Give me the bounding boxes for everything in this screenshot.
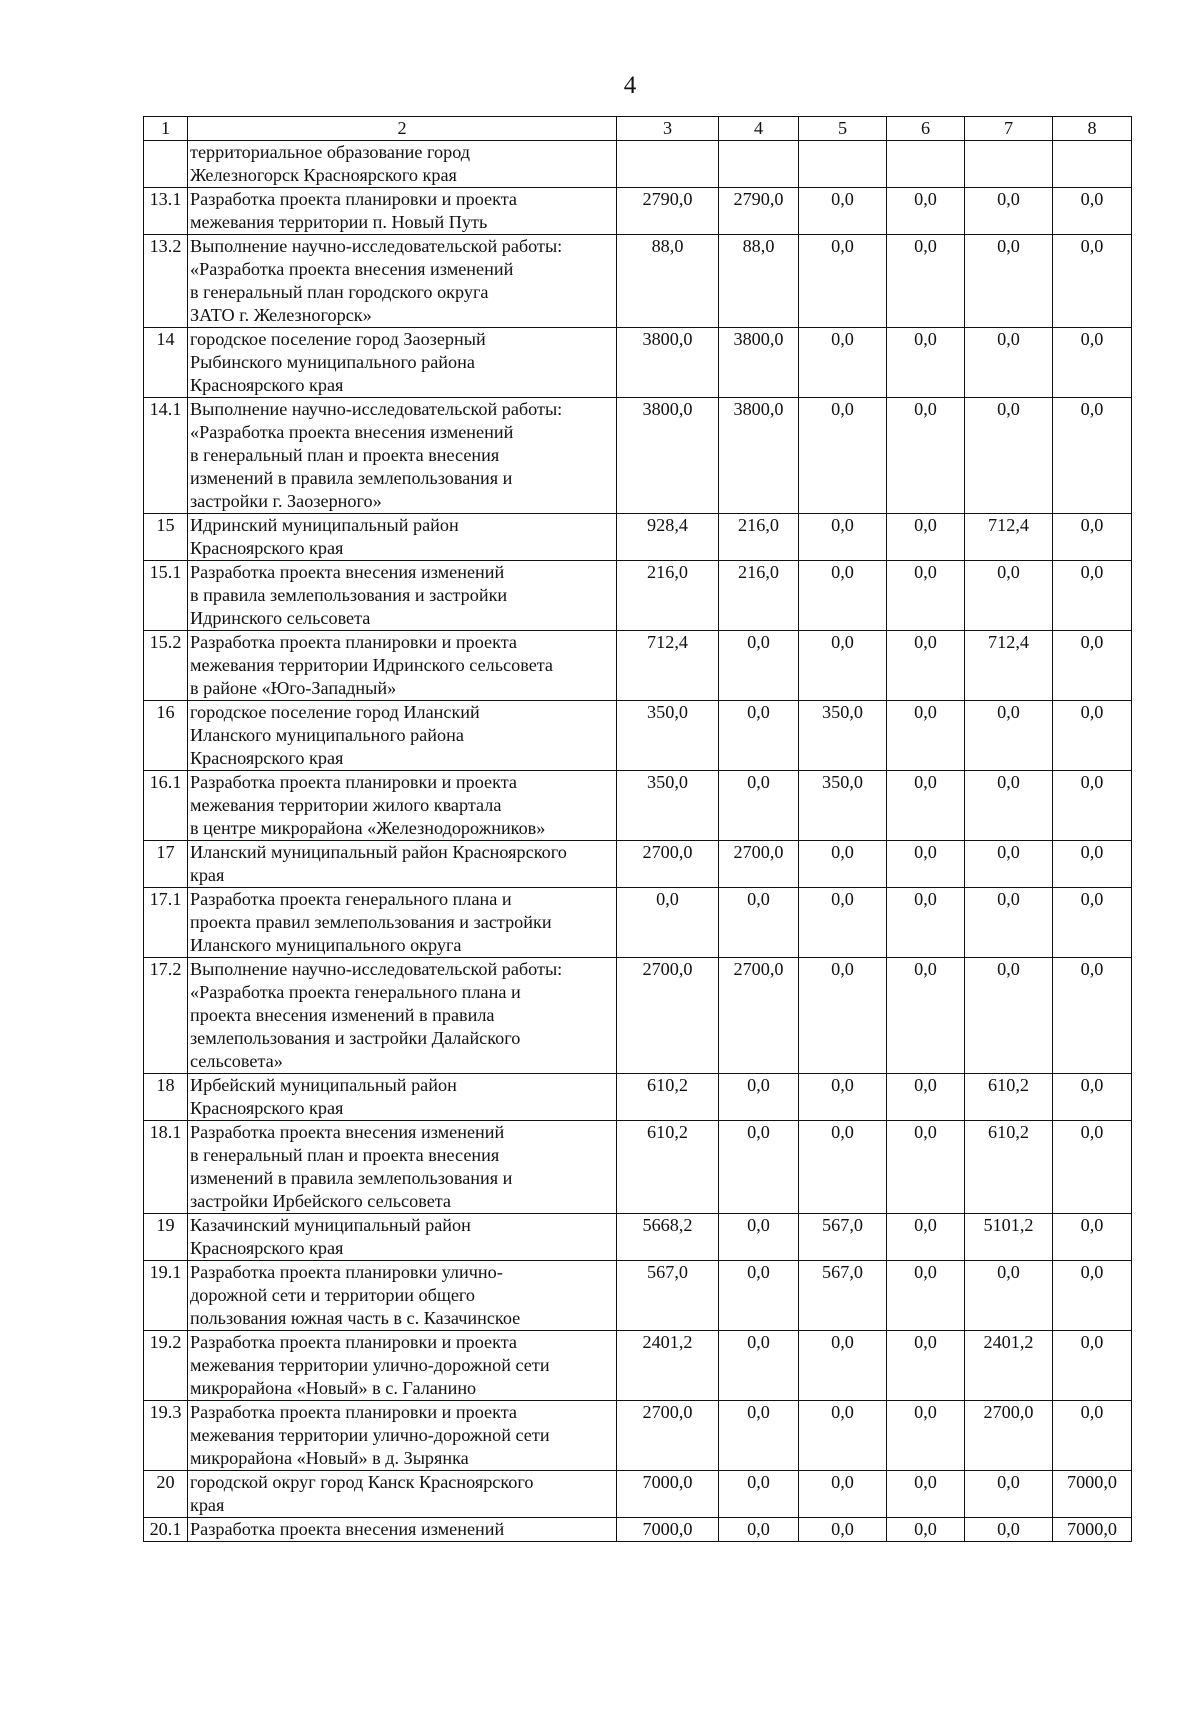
value-cell-col-5: 0,0: [799, 1331, 887, 1401]
value-cell-col-5: [799, 141, 887, 188]
value-cell-col-3: 0,0: [617, 888, 719, 958]
page-number: 4: [623, 72, 637, 99]
value-cell-col-7: 0,0: [965, 1471, 1053, 1518]
value-cell-col-5: 0,0: [799, 328, 887, 398]
value-cell-col-5: 0,0: [799, 1471, 887, 1518]
row-number: 17.2: [144, 958, 188, 1074]
table-row: [144, 188, 1132, 235]
value-cell-col-4: 0,0: [719, 1214, 799, 1261]
row-number: 13.2: [144, 235, 188, 328]
value-cell-col-4: 3800,0: [719, 398, 799, 514]
column-header-4: 4: [719, 117, 799, 141]
value-cell-col-6: 0,0: [887, 1471, 965, 1518]
row-name: Разработка проекта планировки и проекта межевания территории п. Новый Путь: [188, 188, 617, 235]
column-header-2: 2: [188, 117, 617, 141]
value-cell-col-7: 2401,2: [965, 1331, 1053, 1401]
row-name: Разработка проекта внесения изменений: [188, 1518, 617, 1542]
value-cell-col-3: 928,4: [617, 514, 719, 561]
value-cell-col-4: 0,0: [719, 1121, 799, 1214]
value-cell-col-7: 0,0: [965, 1518, 1053, 1542]
value-cell-col-5: 567,0: [799, 1261, 887, 1331]
value-cell-col-8: 0,0: [1053, 328, 1132, 398]
table-row: [144, 1401, 1132, 1471]
value-cell-col-7: 0,0: [965, 701, 1053, 771]
value-cell-col-7: 0,0: [965, 188, 1053, 235]
value-cell-col-6: 0,0: [887, 1214, 965, 1261]
value-cell-col-8: 0,0: [1053, 1074, 1132, 1121]
value-cell-col-3: 567,0: [617, 1261, 719, 1331]
table-body: [144, 141, 1132, 1542]
table-row: [144, 328, 1132, 398]
value-cell-col-7: 0,0: [965, 771, 1053, 841]
row-name: Разработка проекта планировки улично- дорожной сети и территории общего пользования южная часть в с. Казачинское: [188, 1261, 617, 1331]
value-cell-col-5: 0,0: [799, 958, 887, 1074]
table-row: [144, 141, 1132, 188]
value-cell-col-3: 2700,0: [617, 958, 719, 1074]
value-cell-col-6: 0,0: [887, 328, 965, 398]
table-row: [144, 514, 1132, 561]
table-row: [144, 841, 1132, 888]
value-cell-col-3: 216,0: [617, 561, 719, 631]
value-cell-col-3: 88,0: [617, 235, 719, 328]
value-cell-col-7: 610,2: [965, 1121, 1053, 1214]
value-cell-col-3: 7000,0: [617, 1471, 719, 1518]
value-cell-col-7: 712,4: [965, 514, 1053, 561]
value-cell-col-3: 350,0: [617, 701, 719, 771]
row-name: Разработка проекта внесения изменений в правила землепользования и застройки Идринского сельсовета: [188, 561, 617, 631]
row-number: 14: [144, 328, 188, 398]
value-cell-col-7: 0,0: [965, 235, 1053, 328]
table-row: [144, 1261, 1132, 1331]
value-cell-col-4: 3800,0: [719, 328, 799, 398]
value-cell-col-8: 0,0: [1053, 514, 1132, 561]
row-number: 19.1: [144, 1261, 188, 1331]
value-cell-col-8: 0,0: [1053, 398, 1132, 514]
value-cell-col-4: 2700,0: [719, 841, 799, 888]
value-cell-col-6: 0,0: [887, 631, 965, 701]
value-cell-col-8: 0,0: [1053, 1401, 1132, 1471]
value-cell-col-6: 0,0: [887, 1261, 965, 1331]
row-name: Выполнение научно-исследовательской работы: «Разработка проекта внесения изменений в генеральный план и проекта внесения изменений в правила землепользования и застройки г. Заозерного»: [188, 398, 617, 514]
value-cell-col-4: 0,0: [719, 771, 799, 841]
value-cell-col-6: 0,0: [887, 398, 965, 514]
value-cell-col-6: 0,0: [887, 1074, 965, 1121]
value-cell-col-6: 0,0: [887, 1401, 965, 1471]
table-row: [144, 1471, 1132, 1518]
value-cell-col-5: 0,0: [799, 1074, 887, 1121]
value-cell-col-8: [1053, 141, 1132, 188]
value-cell-col-3: 7000,0: [617, 1518, 719, 1542]
value-cell-col-8: 0,0: [1053, 1331, 1132, 1401]
table-row: [144, 771, 1132, 841]
value-cell-col-7: 0,0: [965, 398, 1053, 514]
value-cell-col-4: 216,0: [719, 514, 799, 561]
row-number: 15.2: [144, 631, 188, 701]
value-cell-col-6: 0,0: [887, 514, 965, 561]
value-cell-col-4: 0,0: [719, 1261, 799, 1331]
table-row: [144, 1518, 1132, 1542]
value-cell-col-8: 0,0: [1053, 1121, 1132, 1214]
value-cell-col-4: [719, 141, 799, 188]
value-cell-col-7: 0,0: [965, 841, 1053, 888]
value-cell-col-8: 0,0: [1053, 1261, 1132, 1331]
column-header-7: 7: [965, 117, 1053, 141]
value-cell-col-6: 0,0: [887, 841, 965, 888]
row-name: Разработка проекта планировки и проекта межевания территории улично-дорожной сети микрорайона «Новый» в д. Зырянка: [188, 1401, 617, 1471]
value-cell-col-8: 7000,0: [1053, 1518, 1132, 1542]
column-header-3: 3: [617, 117, 719, 141]
row-number: 17: [144, 841, 188, 888]
value-cell-col-6: 0,0: [887, 958, 965, 1074]
value-cell-col-4: 0,0: [719, 1074, 799, 1121]
table-row: [144, 1121, 1132, 1214]
row-name: Разработка проекта планировки и проекта межевания территории жилого квартала в центре микрорайона «Железнодорожников»: [188, 771, 617, 841]
row-name: Разработка проекта планировки и проекта межевания территории Идринского сельсовета в районе «Юго-Западный»: [188, 631, 617, 701]
value-cell-col-5: 0,0: [799, 631, 887, 701]
value-cell-col-5: 0,0: [799, 398, 887, 514]
row-name: городской округ город Канск Красноярского края: [188, 1471, 617, 1518]
value-cell-col-6: 0,0: [887, 1518, 965, 1542]
value-cell-col-6: 0,0: [887, 701, 965, 771]
value-cell-col-8: 0,0: [1053, 188, 1132, 235]
value-cell-col-4: 0,0: [719, 1471, 799, 1518]
value-cell-col-6: 0,0: [887, 1121, 965, 1214]
value-cell-col-8: 0,0: [1053, 841, 1132, 888]
row-name: Идринский муниципальный район Красноярского края: [188, 514, 617, 561]
table-row: [144, 561, 1132, 631]
value-cell-col-4: 2700,0: [719, 958, 799, 1074]
value-cell-col-4: 216,0: [719, 561, 799, 631]
value-cell-col-3: 2700,0: [617, 1401, 719, 1471]
table-row: [144, 1214, 1132, 1261]
value-cell-col-5: 0,0: [799, 1518, 887, 1542]
value-cell-col-3: 2401,2: [617, 1331, 719, 1401]
value-cell-col-3: 3800,0: [617, 328, 719, 398]
table-row: [144, 398, 1132, 514]
value-cell-col-7: 712,4: [965, 631, 1053, 701]
value-cell-col-8: 0,0: [1053, 631, 1132, 701]
column-header-6: 6: [887, 117, 965, 141]
row-name: территориальное образование город Железногорск Красноярского края: [188, 141, 617, 188]
row-name: Выполнение научно-исследовательской работы: «Разработка проекта внесения изменений в генеральный план городского округа ЗАТО г. Железногорск»: [188, 235, 617, 328]
row-number: 17.1: [144, 888, 188, 958]
row-name: Разработка проекта планировки и проекта межевания территории улично-дорожной сети микрорайона «Новый» в с. Галанино: [188, 1331, 617, 1401]
value-cell-col-5: 0,0: [799, 561, 887, 631]
value-cell-col-8: 7000,0: [1053, 1471, 1132, 1518]
value-cell-col-6: 0,0: [887, 888, 965, 958]
row-number: [144, 141, 188, 188]
value-cell-col-8: 0,0: [1053, 235, 1132, 328]
value-cell-col-3: 3800,0: [617, 398, 719, 514]
value-cell-col-6: [887, 141, 965, 188]
value-cell-col-4: 88,0: [719, 235, 799, 328]
row-name: городское поселение город Заозерный Рыбинского муниципального района Красноярского края: [188, 328, 617, 398]
value-cell-col-8: 0,0: [1053, 771, 1132, 841]
header-row: [144, 117, 1132, 141]
value-cell-col-5: 350,0: [799, 771, 887, 841]
value-cell-col-7: 610,2: [965, 1074, 1053, 1121]
row-number: 20.1: [144, 1518, 188, 1542]
row-number: 18: [144, 1074, 188, 1121]
table-row: [144, 958, 1132, 1074]
value-cell-col-4: 0,0: [719, 631, 799, 701]
table-row: [144, 1074, 1132, 1121]
value-cell-col-5: 0,0: [799, 188, 887, 235]
row-name: Казачинский муниципальный район Красноярского края: [188, 1214, 617, 1261]
value-cell-col-3: 2700,0: [617, 841, 719, 888]
financing-table: [143, 116, 1132, 1542]
value-cell-col-8: 0,0: [1053, 561, 1132, 631]
value-cell-col-4: 0,0: [719, 888, 799, 958]
column-header-5: 5: [799, 117, 887, 141]
value-cell-col-8: 0,0: [1053, 701, 1132, 771]
value-cell-col-8: 0,0: [1053, 1214, 1132, 1261]
row-number: 15: [144, 514, 188, 561]
value-cell-col-3: 712,4: [617, 631, 719, 701]
value-cell-col-3: 2790,0: [617, 188, 719, 235]
row-number: 18.1: [144, 1121, 188, 1214]
value-cell-col-7: 0,0: [965, 561, 1053, 631]
row-name: городское поселение город Иланский Иланского муниципального района Красноярского края: [188, 701, 617, 771]
value-cell-col-7: 0,0: [965, 958, 1053, 1074]
value-cell-col-4: 0,0: [719, 1401, 799, 1471]
value-cell-col-5: 567,0: [799, 1214, 887, 1261]
value-cell-col-3: 350,0: [617, 771, 719, 841]
value-cell-col-6: 0,0: [887, 771, 965, 841]
value-cell-col-7: 0,0: [965, 1261, 1053, 1331]
value-cell-col-5: 0,0: [799, 888, 887, 958]
value-cell-col-7: [965, 141, 1053, 188]
column-header-8: 8: [1053, 117, 1132, 141]
value-cell-col-7: 5101,2: [965, 1214, 1053, 1261]
value-cell-col-5: 0,0: [799, 1401, 887, 1471]
value-cell-col-5: 0,0: [799, 514, 887, 561]
row-name: Разработка проекта внесения изменений в генеральный план и проекта внесения изменений в правила землепользования и застройки Ирбейского сельсовета: [188, 1121, 617, 1214]
value-cell-col-7: 2700,0: [965, 1401, 1053, 1471]
value-cell-col-6: 0,0: [887, 561, 965, 631]
value-cell-col-5: 0,0: [799, 841, 887, 888]
value-cell-col-5: 0,0: [799, 1121, 887, 1214]
value-cell-col-4: 2790,0: [719, 188, 799, 235]
table-row: [144, 1331, 1132, 1401]
row-number: 16: [144, 701, 188, 771]
row-number: 14.1: [144, 398, 188, 514]
row-number: 16.1: [144, 771, 188, 841]
value-cell-col-8: 0,0: [1053, 888, 1132, 958]
value-cell-col-6: 0,0: [887, 1331, 965, 1401]
table-row: [144, 888, 1132, 958]
table-row: [144, 235, 1132, 328]
value-cell-col-7: 0,0: [965, 888, 1053, 958]
row-number: 15.1: [144, 561, 188, 631]
row-number: 19: [144, 1214, 188, 1261]
value-cell-col-3: 5668,2: [617, 1214, 719, 1261]
value-cell-col-5: 0,0: [799, 235, 887, 328]
row-number: 13.1: [144, 188, 188, 235]
value-cell-col-6: 0,0: [887, 188, 965, 235]
row-number: 19.2: [144, 1331, 188, 1401]
value-cell-col-3: 610,2: [617, 1074, 719, 1121]
value-cell-col-4: 0,0: [719, 701, 799, 771]
value-cell-col-3: 610,2: [617, 1121, 719, 1214]
value-cell-col-4: 0,0: [719, 1518, 799, 1542]
value-cell-col-7: 0,0: [965, 328, 1053, 398]
row-number: 19.3: [144, 1401, 188, 1471]
table-row: [144, 631, 1132, 701]
value-cell-col-6: 0,0: [887, 235, 965, 328]
row-number: 20: [144, 1471, 188, 1518]
table-row: [144, 701, 1132, 771]
value-cell-col-5: 350,0: [799, 701, 887, 771]
value-cell-col-3: [617, 141, 719, 188]
row-name: Выполнение научно-исследовательской работы: «Разработка проекта генерального плана и проекта внесения изменений в правила землепользования и застройки Далайского сельсовета»: [188, 958, 617, 1074]
value-cell-col-4: 0,0: [719, 1331, 799, 1401]
row-name: Разработка проекта генерального плана и проекта правил землепользования и застройки Иланского муниципального округа: [188, 888, 617, 958]
row-name: Ирбейский муниципальный район Красноярского края: [188, 1074, 617, 1121]
row-name: Иланский муниципальный район Красноярского края: [188, 841, 617, 888]
column-header-1: 1: [144, 117, 188, 141]
value-cell-col-8: 0,0: [1053, 958, 1132, 1074]
